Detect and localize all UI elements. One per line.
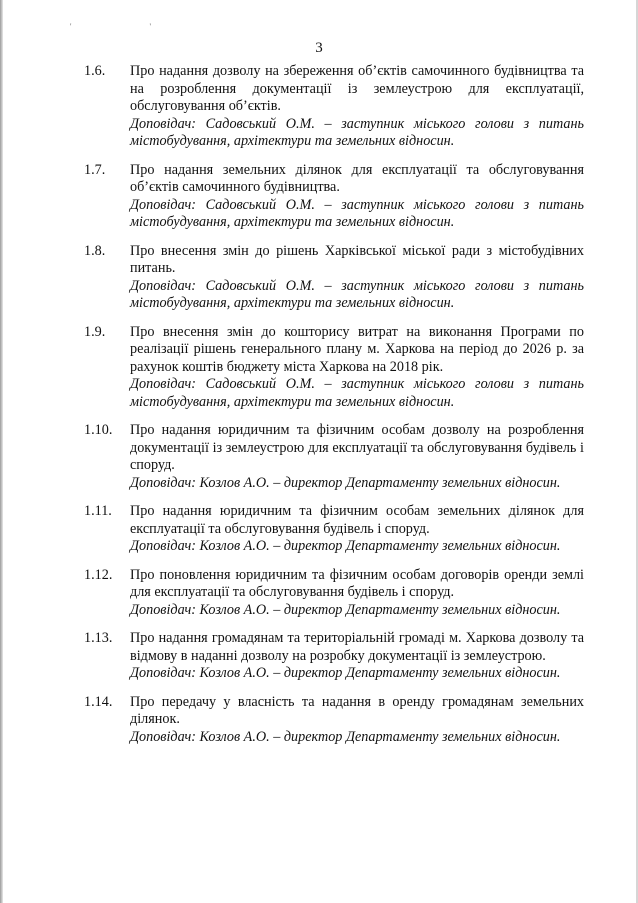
item-title: Про передачу у власність та надання в оренду громадянам земельних ділянок.	[130, 693, 584, 727]
agenda-item	[84, 694, 584, 747]
item-speaker: Доповідач: Козлов А.О. – директор Департаменту земельних відносин.	[130, 665, 561, 681]
item-number: 1.13.	[84, 630, 113, 646]
item-number: 1.12.	[84, 566, 113, 583]
item-number: 1.9.	[84, 323, 106, 340]
item-number: 1.7.	[84, 161, 106, 178]
item-title: Про надання дозволу на збереження об’єктів самочинного будівництва та на розроблення документації із землеустрою для експлуатації, обслуговування об’єктів.	[130, 63, 584, 114]
scan-marks: ' '	[70, 22, 189, 31]
item-title: Про внесення змін до кошторису витрат на виконання Програми по реалізації рішень генерального плану м. Харкова на період до 2026 р. за рахунок коштів бюджету міста Харкова на 2018 рік.	[130, 323, 584, 375]
item-number: 1.11.	[84, 503, 112, 519]
item-number: 1.8.	[84, 242, 106, 259]
item-speaker: Доповідач: Козлов А.О. – директор Департаменту земельних відносин.	[130, 474, 561, 491]
item-speaker: Доповідач: Садовський О.М. – заступник міського голови з питань містобудування, архітектури та земельних відносин.	[130, 196, 584, 230]
scan-edge-shadow	[0, 0, 3, 903]
agenda-item	[84, 324, 584, 412]
item-title: Про надання земельних ділянок для експлуатації та обслуговування об’єктів самочинного будівництва.	[130, 161, 584, 195]
item-title: Про надання юридичним та фізичним особам земельних ділянок для експлуатації та обслуговування будівель і споруд.	[130, 503, 584, 537]
item-speaker: Доповідач: Садовський О.М. – заступник міського голови з питань містобудування, архітектури та земельних відносин.	[130, 277, 584, 311]
item-title: Про надання юридичним та фізичним особам дозволу на розроблення документації із землеустрою для експлуатації та обслуговування будівель і споруд.	[130, 422, 584, 473]
agenda-item	[84, 63, 584, 151]
agenda-item	[84, 422, 584, 492]
agenda-item	[84, 630, 584, 683]
agenda-item	[84, 162, 584, 232]
item-title: Про внесення змін до рішень Харківської міської ради з містобудівних питань.	[130, 242, 584, 276]
item-number: 1.6.	[84, 63, 106, 79]
page-number: 3	[315, 40, 323, 56]
item-title: Про надання громадянам та територіальній громаді м. Харкова дозволу та відмову в наданні дозволу на розробку документації із землеустрою.	[130, 630, 584, 664]
item-number: 1.10.	[84, 422, 113, 438]
item-title: Про поновлення юридичним та фізичним особам договорів оренди землі для експлуатації та обслуговування будівель і споруд.	[130, 566, 584, 600]
agenda-item	[84, 567, 584, 620]
item-speaker: Доповідач: Козлов А.О. – директор Департаменту земельних відносин.	[130, 538, 561, 554]
item-speaker: Доповідач: Садовський О.М. – заступник міського голови з питань містобудування, архітектури та земельних відносин.	[130, 115, 584, 149]
agenda-item	[84, 243, 584, 313]
item-speaker: Доповідач: Садовський О.М. – заступник міського голови з питань містобудування, архітектури та земельних відносин.	[130, 376, 584, 410]
agenda-items	[84, 63, 584, 757]
agenda-item	[84, 503, 584, 556]
item-number: 1.14.	[84, 693, 113, 710]
item-speaker: Доповідач: Козлов А.О. – директор Департаменту земельних відносин.	[130, 728, 561, 745]
item-speaker: Доповідач: Козлов А.О. – директор Департаменту земельних відносин.	[130, 601, 561, 618]
